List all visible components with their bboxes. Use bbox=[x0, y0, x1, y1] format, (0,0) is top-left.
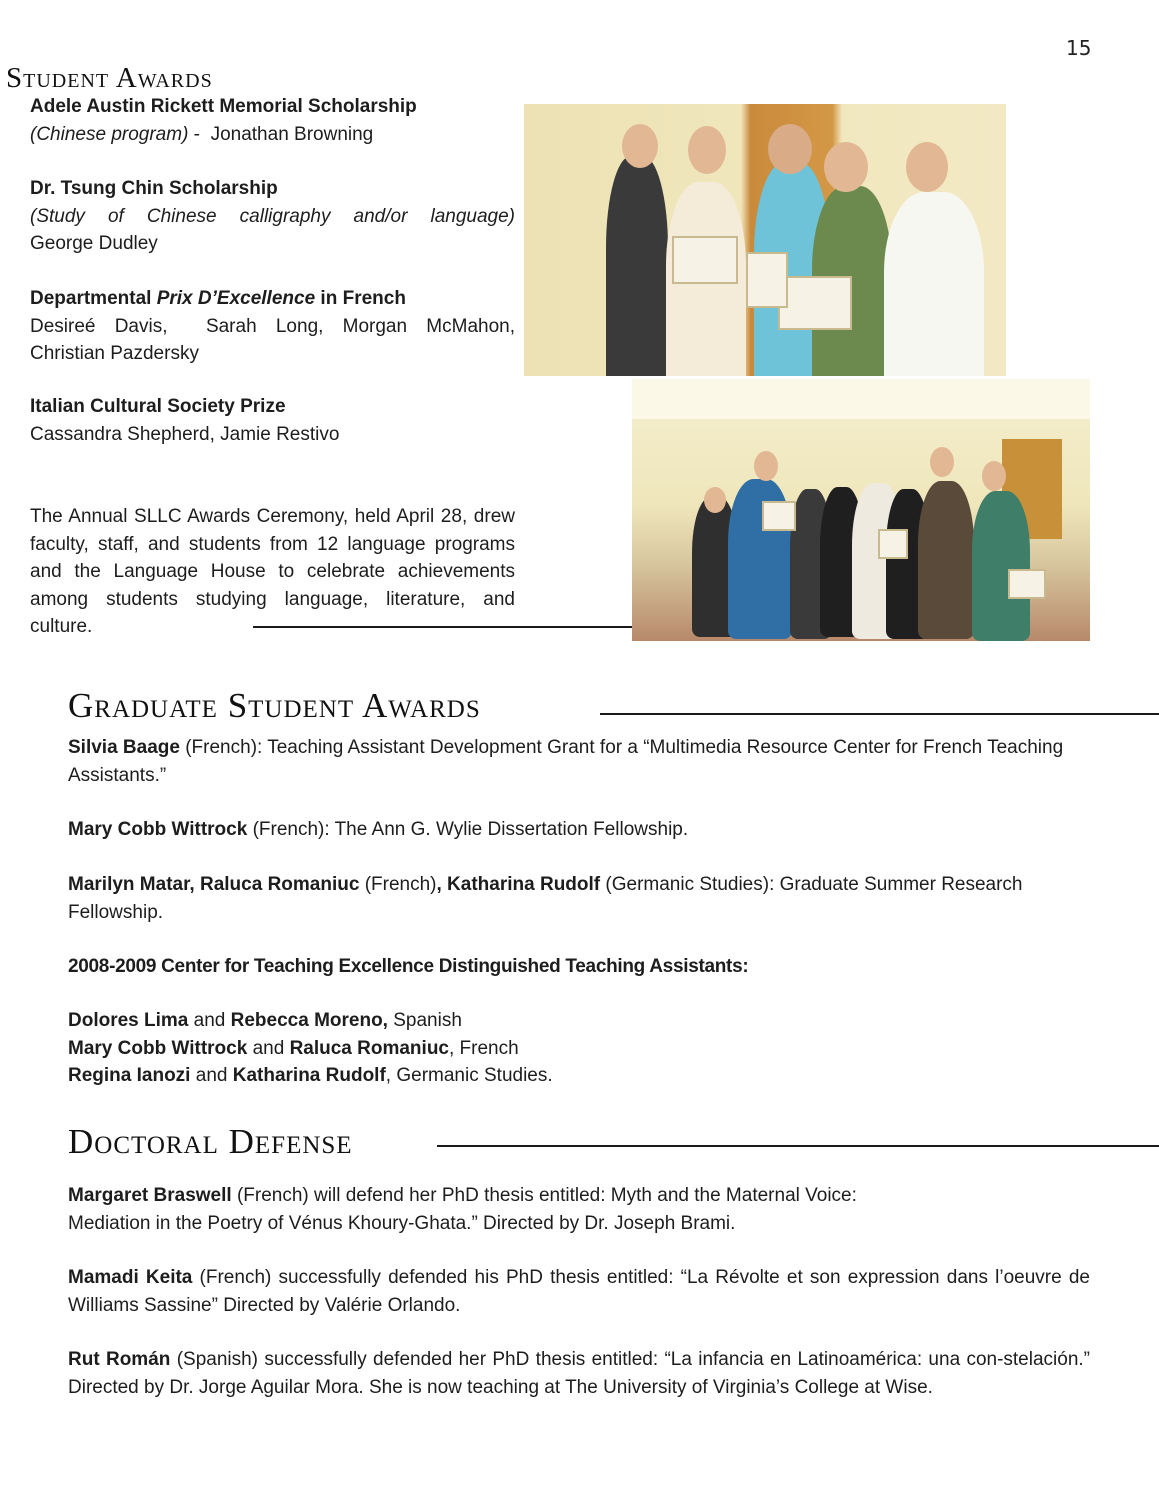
summer-text: (Germanic Studies): Graduate Summer Research Fellowship. bbox=[68, 874, 1023, 923]
summer-names1: Marilyn Matar, Raluca Romaniuc bbox=[68, 874, 360, 895]
certificate bbox=[672, 236, 738, 284]
rickett-recipient: Jonathan Browning bbox=[210, 123, 374, 145]
ta-name: Raluca Romaniuc bbox=[289, 1037, 449, 1059]
ta-pair bbox=[68, 1035, 1090, 1063]
defense-name: Margaret Braswell bbox=[68, 1185, 232, 1206]
student-awards-title: Student Awards bbox=[6, 62, 213, 94]
person-head bbox=[768, 124, 812, 174]
ta-and: and bbox=[190, 1065, 233, 1086]
rickett-award bbox=[30, 93, 515, 148]
caption-leader-line bbox=[253, 626, 633, 628]
grad-entry-name: Mary Cobb Wittrock bbox=[68, 819, 248, 840]
defense-name: Mamadi Keita bbox=[68, 1267, 193, 1288]
grad-entry-text: (French): Teaching Assistant Development Grant for a “Multimedia Resource Center for French Teaching Assistants.” bbox=[68, 737, 1064, 786]
rickett-separator: - bbox=[188, 123, 211, 145]
defense-entry-roman bbox=[68, 1346, 1090, 1401]
grad-entry-baage bbox=[68, 734, 1090, 789]
certificate bbox=[1008, 569, 1046, 599]
italian-award bbox=[30, 393, 515, 448]
ceiling bbox=[632, 379, 1090, 419]
ta-pair bbox=[68, 1007, 1090, 1035]
defense-entry-braswell bbox=[68, 1182, 1090, 1237]
person-figure bbox=[972, 491, 1030, 641]
awards-photo-group-large bbox=[632, 379, 1090, 641]
ta-name: Dolores Lima bbox=[68, 1010, 189, 1031]
page-number: 15 bbox=[1066, 36, 1092, 60]
doctoral-defense-title: Doctoral Defense bbox=[68, 1122, 353, 1161]
ta-dept: , Germanic Studies. bbox=[385, 1065, 553, 1086]
awards-photo-group-small bbox=[524, 104, 1006, 376]
ta-and: and bbox=[188, 1010, 231, 1031]
grad-entry-text: (French): The Ann G. Wylie Dissertation Fellowship. bbox=[247, 819, 689, 840]
summer-names2: , Katharina Rudolf bbox=[436, 874, 601, 895]
prix-name-before: Departmental bbox=[30, 288, 157, 309]
chin-award-name: Dr. Tsung Chin Scholarship bbox=[30, 178, 278, 199]
grad-entry-summer bbox=[68, 871, 1038, 926]
ceremony-text: The Annual SLLC Awards Ceremony, held April 28, drew faculty, staff, and students from 12 language programs and the Language House to celebrate achievements among students studying language, literature, and culture. bbox=[30, 506, 515, 637]
ta-name: Katharina Rudolf bbox=[232, 1065, 386, 1086]
ta-list bbox=[68, 1007, 1090, 1090]
person-head bbox=[688, 126, 726, 174]
italian-award-name: Italian Cultural Society Prize bbox=[30, 396, 286, 417]
certificate bbox=[762, 501, 796, 531]
person-head bbox=[824, 142, 868, 192]
person-figure bbox=[606, 156, 668, 376]
person-head bbox=[622, 124, 658, 168]
doctoral-title-rule bbox=[437, 1145, 1159, 1147]
ta-name: Mary Cobb Wittrock bbox=[68, 1037, 248, 1059]
chin-program: (Study of Chinese calligraphy and/or language) bbox=[30, 205, 515, 227]
ta-dept: , French bbox=[449, 1037, 519, 1059]
rickett-program: (Chinese program) bbox=[30, 123, 189, 145]
chin-award bbox=[30, 175, 515, 258]
defense-text: (French) successfully defended his PhD thesis entitled: “La Révolte et son expression dans l’oeuvre de Williams Sassine” Directed by Valérie Orlando. bbox=[68, 1267, 1090, 1316]
defense-entry-keita bbox=[68, 1264, 1090, 1319]
person-figure bbox=[918, 481, 974, 639]
person-head bbox=[754, 451, 778, 481]
person-head bbox=[930, 447, 954, 477]
defense-text-line2: Mediation in the Poetry of Vénus Khoury-Ghata.” Directed by Dr. Joseph Brami. bbox=[68, 1212, 736, 1234]
defense-text: (Spanish) successfully defended her PhD thesis entitled: “La infancia en Latinoamérica: una con-stelación.” Directed by Dr. Jorge Aguilar Mora. She is now teaching at The University of Virginia’s College at Wise. bbox=[68, 1349, 1090, 1398]
prix-award bbox=[30, 285, 515, 368]
certificate bbox=[746, 252, 788, 308]
graduate-awards-title: Graduate Student Awards bbox=[68, 686, 481, 725]
ta-and: and bbox=[247, 1037, 290, 1059]
prix-recipients-line1: Desireé Davis, Sarah Long, Morgan McMahon, bbox=[30, 315, 515, 337]
cte-heading bbox=[68, 953, 1090, 981]
italian-recipients: Cassandra Shepherd, Jamie Restivo bbox=[30, 423, 340, 445]
graduate-title-rule bbox=[600, 713, 1159, 715]
chin-recipient: George Dudley bbox=[30, 233, 158, 254]
prix-name-after: in French bbox=[315, 288, 406, 309]
rickett-award-name: Adele Austin Rickett Memorial Scholarship bbox=[30, 96, 417, 117]
grad-entry-wittrock bbox=[68, 816, 1090, 844]
prix-name-italic: Prix D’Excellence bbox=[156, 288, 316, 309]
defense-text-line1: (French) will defend her PhD thesis entitled: Myth and the Maternal Voice: bbox=[231, 1185, 857, 1206]
ta-name: Rebecca Moreno, bbox=[230, 1010, 388, 1031]
person-head bbox=[906, 142, 948, 192]
ta-name: Regina Ianozi bbox=[68, 1065, 191, 1086]
summer-dept1: (French) bbox=[359, 874, 437, 895]
defense-name: Rut Román bbox=[68, 1349, 171, 1370]
person-head bbox=[704, 487, 726, 513]
ta-pair bbox=[68, 1062, 1090, 1090]
grad-entry-name: Silvia Baage bbox=[68, 737, 180, 758]
ta-dept: Spanish bbox=[387, 1010, 462, 1031]
certificate bbox=[778, 276, 852, 330]
person-figure bbox=[884, 192, 984, 376]
cte-heading-text: 2008-2009 Center for Teaching Excellence Distinguished Teaching Assistants: bbox=[68, 956, 749, 977]
person-head bbox=[982, 461, 1006, 491]
certificate bbox=[878, 529, 908, 559]
prix-recipients-line2: Christian Pazdersky bbox=[30, 343, 199, 364]
